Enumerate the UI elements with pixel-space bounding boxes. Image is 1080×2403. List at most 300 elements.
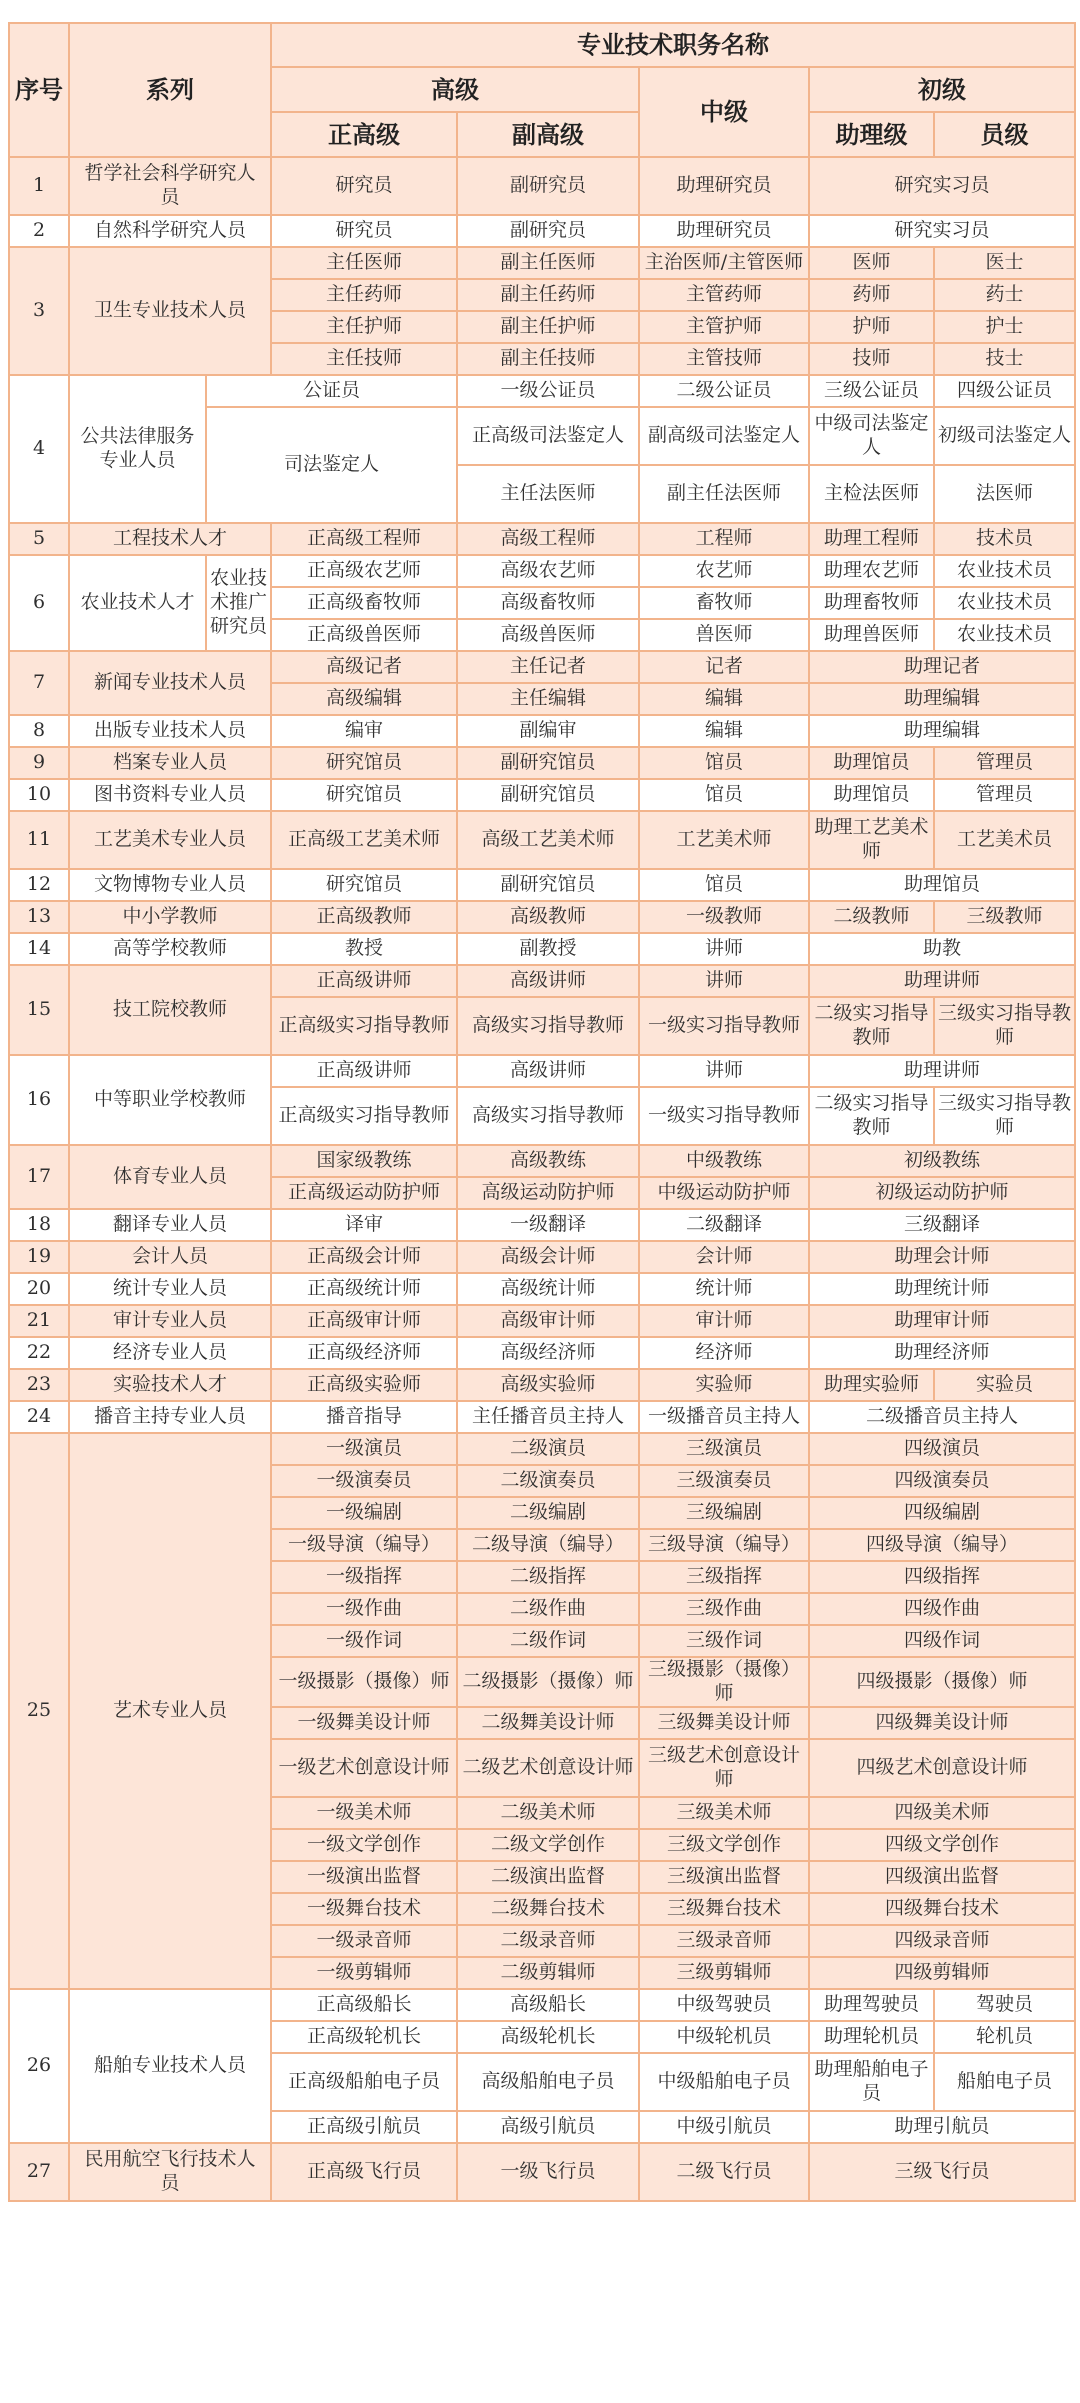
title-staff: 三级实习指导教师: [934, 1087, 1075, 1145]
row-index: 16: [9, 1055, 69, 1145]
title-senior-full: 正高级司法鉴定人: [457, 407, 639, 465]
title-senior-full: 正高级引航员: [271, 2111, 457, 2143]
title-senior-full: 主任法医师: [457, 465, 639, 523]
title-senior-deputy: 副研究员: [457, 157, 639, 215]
title-senior-full: 正高级飞行员: [271, 2143, 457, 2201]
row-series: 工程技术人才: [69, 523, 271, 555]
title-middle: 农艺师: [639, 555, 809, 587]
title-senior-deputy: 高级经济师: [457, 1337, 639, 1369]
title-senior-deputy: 副研究馆员: [457, 747, 639, 779]
row-index: 11: [9, 811, 69, 869]
title-assistant: 法医师: [934, 465, 1075, 523]
title-assistant: 助理实验师: [809, 1369, 934, 1401]
title-senior-deputy: 高级实习指导教师: [457, 1087, 639, 1145]
title-assistant: 三级飞行员: [809, 2143, 1075, 2201]
title-staff: 三级实习指导教师: [934, 997, 1075, 1055]
title-senior-deputy: 二级舞台技术: [457, 1893, 639, 1925]
title-senior-deputy: 二级导演（编导）: [457, 1529, 639, 1561]
table-row: [9, 2143, 1075, 2201]
title-middle: 一级播音员主持人: [639, 1401, 809, 1433]
title-senior-full: 研究员: [271, 157, 457, 215]
table-row: [9, 779, 1075, 811]
title-senior-full: 一级作词: [271, 1625, 457, 1657]
row-index: 24: [9, 1401, 69, 1433]
row-series: 会计人员: [69, 1241, 271, 1273]
title-senior-deputy: 副主任技师: [457, 343, 639, 375]
title-senior-deputy: 高级工艺美术师: [457, 811, 639, 869]
title-senior-deputy: 二级剪辑师: [457, 1957, 639, 1989]
title-staff: 药士: [934, 279, 1075, 311]
title-senior-full: 一级导演（编导）: [271, 1529, 457, 1561]
title-middle: 主治医师/主管医师: [639, 247, 809, 279]
row-series: 翻译专业人员: [69, 1209, 271, 1241]
row-index: 4: [9, 375, 69, 523]
title-senior-full: 正高级实习指导教师: [271, 1087, 457, 1145]
title-assistant: 初级司法鉴定人: [934, 407, 1075, 465]
title-senior-deputy: 副主任药师: [457, 279, 639, 311]
title-middle: 中级驾驶员: [639, 1989, 809, 2021]
row-index: 10: [9, 779, 69, 811]
title-senior-full: 教授: [271, 933, 457, 965]
row-series: 船舶专业技术人员: [69, 1989, 271, 2143]
header-staff: 员级: [934, 112, 1075, 157]
title-senior-full: 一级演员: [271, 1433, 457, 1465]
title-senior-full: 一级舞美设计师: [271, 1707, 457, 1739]
title-senior-full: 研究馆员: [271, 869, 457, 901]
row-subseries: 公证员: [206, 375, 457, 407]
title-senior-full: 一级演奏员: [271, 1465, 457, 1497]
title-middle: 讲师: [639, 965, 809, 997]
title-middle: 经济师: [639, 1337, 809, 1369]
row-index: 9: [9, 747, 69, 779]
title-assistant: 助理编辑: [809, 683, 1075, 715]
title-senior-full: 研究馆员: [271, 747, 457, 779]
title-senior-deputy: 高级船长: [457, 1989, 639, 2021]
table-row: [9, 555, 1075, 587]
row-series: 农业技术人才: [69, 555, 206, 651]
professional-titles-table: [8, 22, 1076, 2202]
row-series: 档案专业人员: [69, 747, 271, 779]
title-middle: 实验师: [639, 1369, 809, 1401]
title-senior-full: 正高级工艺美术师: [271, 811, 457, 869]
table-row: [9, 1241, 1075, 1273]
row-series: 统计专业人员: [69, 1273, 271, 1305]
row-index: 18: [9, 1209, 69, 1241]
title-staff: 管理员: [934, 747, 1075, 779]
title-assistant: 二级实习指导教师: [809, 997, 934, 1055]
table-row: [9, 965, 1075, 997]
title-senior-full: 正高级统计师: [271, 1273, 457, 1305]
title-senior-deputy: 二级演奏员: [457, 1465, 639, 1497]
title-senior-deputy: 主任编辑: [457, 683, 639, 715]
title-staff: 轮机员: [934, 2021, 1075, 2053]
title-assistant: 四级剪辑师: [809, 1957, 1075, 1989]
title-senior-full: 正高级农艺师: [271, 555, 457, 587]
header-junior: 初级: [809, 67, 1075, 112]
title-senior-deputy: 二级编剧: [457, 1497, 639, 1529]
title-middle: 三级公证员: [809, 375, 934, 407]
title-senior-full: 正高级运动防护师: [271, 1177, 457, 1209]
title-staff: 农业技术员: [934, 619, 1075, 651]
table-row: [9, 1055, 1075, 1087]
title-assistant: 助理讲师: [809, 1055, 1075, 1087]
table-row: [9, 1305, 1075, 1337]
row-series: 实验技术人才: [69, 1369, 271, 1401]
title-senior-full: 高级记者: [271, 651, 457, 683]
title-assistant: 四级文学创作: [809, 1829, 1075, 1861]
title-senior-full: 一级文学创作: [271, 1829, 457, 1861]
title-middle: 工艺美术师: [639, 811, 809, 869]
titles-table-container: [8, 22, 1074, 2202]
title-middle: 一级实习指导教师: [639, 1087, 809, 1145]
row-index: 19: [9, 1241, 69, 1273]
table-row: [9, 215, 1075, 247]
title-assistant: 助理馆员: [809, 869, 1075, 901]
table-row: [9, 869, 1075, 901]
title-senior-deputy: 高级实习指导教师: [457, 997, 639, 1055]
title-assistant: 助理畜牧师: [809, 587, 934, 619]
title-senior-full: 正高级船舶电子员: [271, 2053, 457, 2111]
row-series: 自然科学研究人员: [69, 215, 271, 247]
title-senior-deputy: 高级兽医师: [457, 619, 639, 651]
title-senior-deputy: 副主任医师: [457, 247, 639, 279]
title-middle: 中级引航员: [639, 2111, 809, 2143]
title-senior-deputy: 主任记者: [457, 651, 639, 683]
title-senior-full: 正高级审计师: [271, 1305, 457, 1337]
title-middle: 主管技师: [639, 343, 809, 375]
title-middle: 三级作词: [639, 1625, 809, 1657]
row-series: 文物博物专业人员: [69, 869, 271, 901]
title-middle: 审计师: [639, 1305, 809, 1337]
title-senior-deputy: 二级舞美设计师: [457, 1707, 639, 1739]
title-assistant: 四级导演（编导）: [809, 1529, 1075, 1561]
title-middle: 三级美术师: [639, 1797, 809, 1829]
title-senior-deputy: 高级会计师: [457, 1241, 639, 1273]
title-senior-full: 一级公证员: [457, 375, 639, 407]
title-middle: 三级文学创作: [639, 1829, 809, 1861]
row-series: 公共法律服务专业人员: [69, 375, 206, 523]
row-index: 20: [9, 1273, 69, 1305]
title-assistant: 四级演奏员: [809, 1465, 1075, 1497]
title-senior-deputy: 高级农艺师: [457, 555, 639, 587]
title-assistant: 助理讲师: [809, 965, 1075, 997]
title-senior-deputy: 高级讲师: [457, 1055, 639, 1087]
title-middle: 中级轮机员: [639, 2021, 809, 2053]
row-index: 26: [9, 1989, 69, 2143]
title-senior-full: 主任技师: [271, 343, 457, 375]
title-senior-deputy: 高级教师: [457, 901, 639, 933]
title-senior-full: 一级演出监督: [271, 1861, 457, 1893]
title-senior-deputy: 二级文学创作: [457, 1829, 639, 1861]
row-series: 新闻专业技术人员: [69, 651, 271, 715]
title-senior-deputy: 二级作曲: [457, 1593, 639, 1625]
header-row-1: [9, 23, 1075, 67]
row-series: 卫生专业技术人员: [69, 247, 271, 375]
title-senior-full: 一级编剧: [271, 1497, 457, 1529]
row-subseries: 农业技术推广研究员: [206, 555, 271, 651]
title-senior-full: 译审: [271, 1209, 457, 1241]
row-index: 27: [9, 2143, 69, 2201]
table-row: [9, 1401, 1075, 1433]
header-series: 系列: [69, 23, 271, 157]
title-senior-deputy: 高级船舶电子员: [457, 2053, 639, 2111]
title-assistant: 助理兽医师: [809, 619, 934, 651]
title-assistant: 助理馆员: [809, 747, 934, 779]
title-senior-deputy: 二级指挥: [457, 1561, 639, 1593]
row-index: 22: [9, 1337, 69, 1369]
row-series: 技工院校教师: [69, 965, 271, 1055]
table-row: [9, 157, 1075, 215]
header-senior-deputy: 副高级: [457, 112, 639, 157]
title-middle: 助理研究员: [639, 215, 809, 247]
row-series: 体育专业人员: [69, 1145, 271, 1209]
title-assistant: 四级演员: [809, 1433, 1075, 1465]
title-middle: 主管药师: [639, 279, 809, 311]
title-assistant: 四级公证员: [934, 375, 1075, 407]
title-senior-full: 正高级兽医师: [271, 619, 457, 651]
title-middle: 畜牧师: [639, 587, 809, 619]
row-series: 经济专业人员: [69, 1337, 271, 1369]
title-senior-deputy: 高级统计师: [457, 1273, 639, 1305]
title-senior-full: 正高级实习指导教师: [271, 997, 457, 1055]
title-assistant: 助理经济师: [809, 1337, 1075, 1369]
row-series: 出版专业技术人员: [69, 715, 271, 747]
title-middle: 统计师: [639, 1273, 809, 1305]
title-middle: 馆员: [639, 869, 809, 901]
title-middle: 兽医师: [639, 619, 809, 651]
table-row: [9, 1209, 1075, 1241]
title-staff: 技术员: [934, 523, 1075, 555]
title-middle: 中级运动防护师: [639, 1177, 809, 1209]
title-senior-deputy: 副研究员: [457, 215, 639, 247]
row-index: 7: [9, 651, 69, 715]
title-senior-deputy: 高级引航员: [457, 2111, 639, 2143]
header-index: 序号: [9, 23, 69, 157]
table-row: [9, 247, 1075, 279]
title-middle: 讲师: [639, 933, 809, 965]
title-staff: 实验员: [934, 1369, 1075, 1401]
title-senior-deputy: 副主任法医师: [639, 465, 809, 523]
table-row: [9, 715, 1075, 747]
title-middle: 一级教师: [639, 901, 809, 933]
title-staff: 医士: [934, 247, 1075, 279]
title-senior-deputy: 副编审: [457, 715, 639, 747]
title-assistant: 初级教练: [809, 1145, 1075, 1177]
title-middle: 主管护师: [639, 311, 809, 343]
title-senior-full: 主任药师: [271, 279, 457, 311]
title-staff: 驾驶员: [934, 1989, 1075, 2021]
title-senior-full: 正高级实验师: [271, 1369, 457, 1401]
title-assistant: 二级播音员主持人: [809, 1401, 1075, 1433]
title-senior-full: 正高级轮机长: [271, 2021, 457, 2053]
title-assistant: 研究实习员: [809, 157, 1075, 215]
title-middle: 馆员: [639, 747, 809, 779]
header-senior-full: 正高级: [271, 112, 457, 157]
row-subseries: 司法鉴定人: [206, 407, 457, 523]
title-assistant: 四级舞美设计师: [809, 1707, 1075, 1739]
title-assistant: 助理记者: [809, 651, 1075, 683]
title-senior-deputy: 副高级司法鉴定人: [639, 407, 809, 465]
title-senior-deputy: 高级教练: [457, 1145, 639, 1177]
title-middle: 二级翻译: [639, 1209, 809, 1241]
table-row: [9, 1989, 1075, 2021]
table-row: [9, 901, 1075, 933]
title-middle: 三级编剧: [639, 1497, 809, 1529]
row-index: 23: [9, 1369, 69, 1401]
table-row: [9, 375, 1075, 407]
title-senior-deputy: 二级演出监督: [457, 1861, 639, 1893]
row-index: 17: [9, 1145, 69, 1209]
title-assistant: 助理审计师: [809, 1305, 1075, 1337]
title-senior-deputy: 副主任护师: [457, 311, 639, 343]
title-assistant: 助理驾驶员: [809, 1989, 934, 2021]
title-senior-deputy: 二级摄影（摄像）师: [457, 1657, 639, 1707]
row-series: 哲学社会科学研究人员: [69, 157, 271, 215]
title-middle: 三级舞美设计师: [639, 1707, 809, 1739]
title-middle: 三级导演（编导）: [639, 1529, 809, 1561]
title-senior-full: 一级剪辑师: [271, 1957, 457, 1989]
title-senior-full: 研究馆员: [271, 779, 457, 811]
title-assistant: 四级录音师: [809, 1925, 1075, 1957]
title-assistant: 四级摄影（摄像）师: [809, 1657, 1075, 1707]
title-senior-full: 播音指导: [271, 1401, 457, 1433]
title-assistant: 四级编剧: [809, 1497, 1075, 1529]
title-staff: 管理员: [934, 779, 1075, 811]
title-assistant: 助教: [809, 933, 1075, 965]
title-senior-deputy: 一级飞行员: [457, 2143, 639, 2201]
table-row: [9, 747, 1075, 779]
title-middle: 助理研究员: [639, 157, 809, 215]
title-senior-deputy: 高级实验师: [457, 1369, 639, 1401]
title-assistant: 四级舞台技术: [809, 1893, 1075, 1925]
title-senior-full: 正高级教师: [271, 901, 457, 933]
title-middle: 三级艺术创意设计师: [639, 1739, 809, 1797]
title-staff: 护士: [934, 311, 1075, 343]
title-senior-full: 正高级工程师: [271, 523, 457, 555]
header-senior: 高级: [271, 67, 639, 112]
title-senior-deputy: 二级公证员: [639, 375, 809, 407]
table-row: [9, 811, 1075, 869]
table-row: [9, 651, 1075, 683]
title-assistant: 研究实习员: [809, 215, 1075, 247]
title-senior-full: 一级舞台技术: [271, 1893, 457, 1925]
title-senior-full: 正高级会计师: [271, 1241, 457, 1273]
title-assistant: 医师: [809, 247, 934, 279]
title-assistant: 护师: [809, 311, 934, 343]
title-senior-deputy: 高级工程师: [457, 523, 639, 555]
title-assistant: 初级运动防护师: [809, 1177, 1075, 1209]
title-middle: 三级录音师: [639, 1925, 809, 1957]
title-middle: 中级司法鉴定人: [809, 407, 934, 465]
row-series: 艺术专业人员: [69, 1433, 271, 1989]
table-row: [9, 523, 1075, 555]
title-senior-full: 一级艺术创意设计师: [271, 1739, 457, 1797]
title-middle: 一级实习指导教师: [639, 997, 809, 1055]
title-middle: 馆员: [639, 779, 809, 811]
title-senior-deputy: 二级录音师: [457, 1925, 639, 1957]
title-senior-deputy: 副研究馆员: [457, 779, 639, 811]
row-series: 图书资料专业人员: [69, 779, 271, 811]
title-assistant: 四级作曲: [809, 1593, 1075, 1625]
table-row: [9, 1337, 1075, 1369]
title-senior-full: 一级录音师: [271, 1925, 457, 1957]
row-series: 高等学校教师: [69, 933, 271, 965]
title-assistant: 四级指挥: [809, 1561, 1075, 1593]
header-middle: 中级: [639, 67, 809, 157]
title-assistant: 助理轮机员: [809, 2021, 934, 2053]
title-middle: 三级演员: [639, 1433, 809, 1465]
row-index: 5: [9, 523, 69, 555]
title-middle: 三级指挥: [639, 1561, 809, 1593]
title-senior-deputy: 一级翻译: [457, 1209, 639, 1241]
title-senior-full: 编审: [271, 715, 457, 747]
title-assistant: 助理馆员: [809, 779, 934, 811]
title-assistant: 药师: [809, 279, 934, 311]
title-middle: 三级演奏员: [639, 1465, 809, 1497]
table-row: [9, 1273, 1075, 1305]
title-assistant: 助理船舶电子员: [809, 2053, 934, 2111]
title-senior-full: 一级美术师: [271, 1797, 457, 1829]
title-senior-deputy: 二级演员: [457, 1433, 639, 1465]
title-middle: 中级教练: [639, 1145, 809, 1177]
title-senior-full: 主任护师: [271, 311, 457, 343]
row-index: 2: [9, 215, 69, 247]
title-middle: 编辑: [639, 715, 809, 747]
title-senior-full: 一级指挥: [271, 1561, 457, 1593]
title-senior-deputy: 高级畜牧师: [457, 587, 639, 619]
title-staff: 农业技术员: [934, 555, 1075, 587]
title-senior-full: 研究员: [271, 215, 457, 247]
title-middle: 三级演出监督: [639, 1861, 809, 1893]
title-assistant: 助理农艺师: [809, 555, 934, 587]
title-staff: 工艺美术员: [934, 811, 1075, 869]
title-middle: 三级舞台技术: [639, 1893, 809, 1925]
title-assistant: 二级教师: [809, 901, 934, 933]
table-row: [9, 1433, 1075, 1465]
title-middle: 三级剪辑师: [639, 1957, 809, 1989]
row-index: 13: [9, 901, 69, 933]
title-senior-deputy: 二级艺术创意设计师: [457, 1739, 639, 1797]
header-assistant: 助理级: [809, 112, 934, 157]
title-staff: 船舶电子员: [934, 2053, 1075, 2111]
row-series: 民用航空飞行技术人员: [69, 2143, 271, 2201]
title-assistant: 三级翻译: [809, 1209, 1075, 1241]
row-series: 审计专业人员: [69, 1305, 271, 1337]
table-row: [9, 1369, 1075, 1401]
title-staff: 农业技术员: [934, 587, 1075, 619]
title-senior-deputy: 高级审计师: [457, 1305, 639, 1337]
title-assistant: 四级美术师: [809, 1797, 1075, 1829]
row-series: 播音主持专业人员: [69, 1401, 271, 1433]
row-index: 25: [9, 1433, 69, 1989]
title-staff: 技士: [934, 343, 1075, 375]
row-index: 14: [9, 933, 69, 965]
title-middle: 三级摄影（摄像）师: [639, 1657, 809, 1707]
title-senior-deputy: 高级轮机长: [457, 2021, 639, 2053]
title-assistant: 四级艺术创意设计师: [809, 1739, 1075, 1797]
title-senior-full: 一级摄影（摄像）师: [271, 1657, 457, 1707]
row-index: 21: [9, 1305, 69, 1337]
row-index: 12: [9, 869, 69, 901]
row-series: 中小学教师: [69, 901, 271, 933]
title-middle: 记者: [639, 651, 809, 683]
row-series: 工艺美术专业人员: [69, 811, 271, 869]
title-middle: 会计师: [639, 1241, 809, 1273]
title-senior-deputy: 高级运动防护师: [457, 1177, 639, 1209]
title-senior-deputy: 二级美术师: [457, 1797, 639, 1829]
title-assistant: 助理工艺美术师: [809, 811, 934, 869]
title-middle: 讲师: [639, 1055, 809, 1087]
